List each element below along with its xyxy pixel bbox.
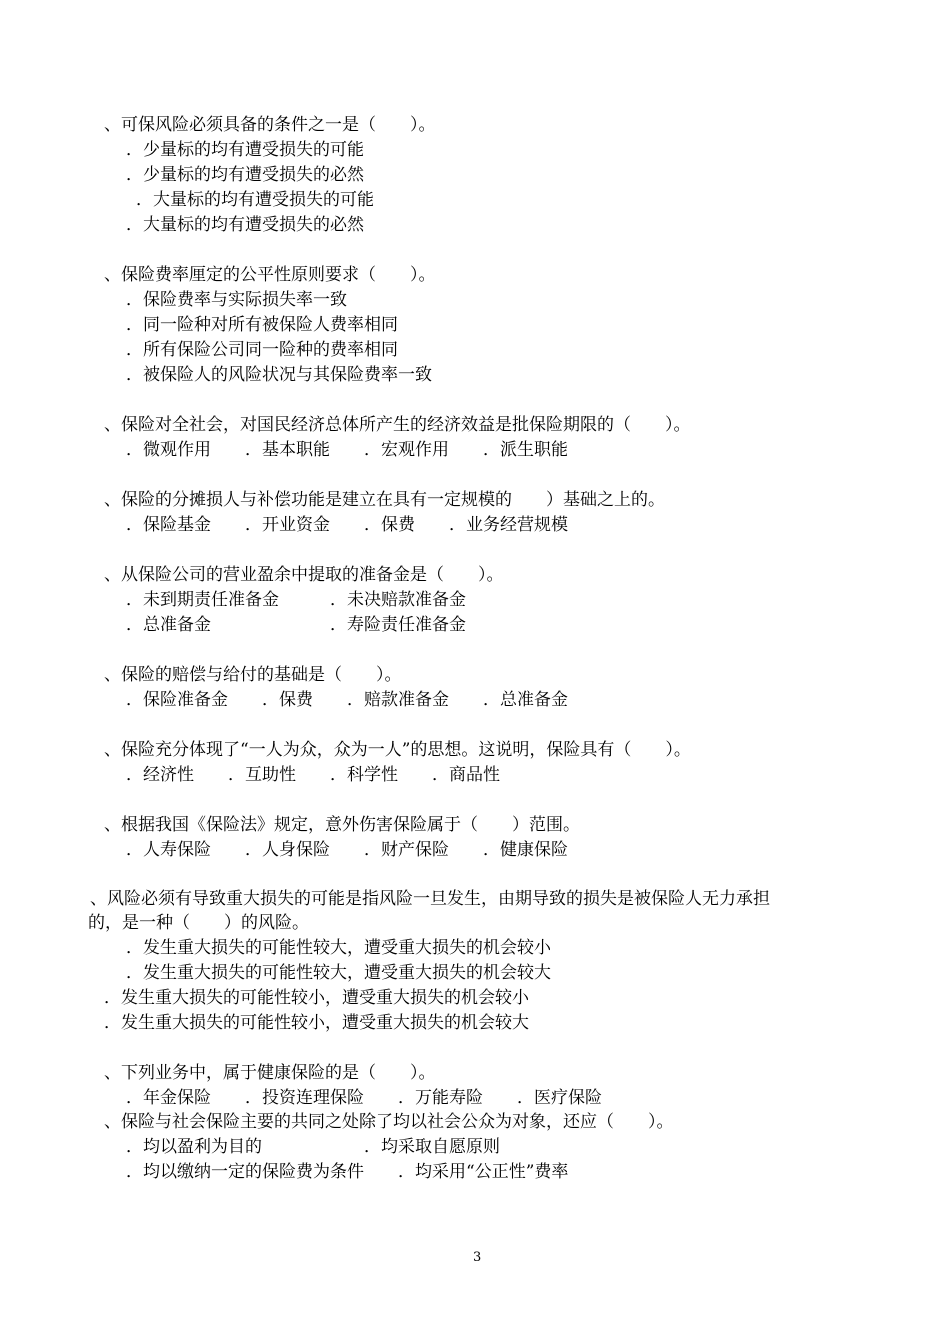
question-option: ．均以缴纳一定的保险费为条件 ．均采用“公正性”费率	[126, 1162, 569, 1182]
question-option: ．总准备金 ．寿险责任准备金	[126, 615, 466, 635]
question-option: ．所有保险公司同一险种的费率相同	[126, 340, 398, 360]
question-option: ．大量标的均有遭受损失的可能	[136, 190, 374, 210]
question-option: ．保险基金 ．开业资金 ．保费 ．业务经营规模	[126, 515, 568, 535]
question-option: ．保险费率与实际损失率一致	[126, 290, 347, 310]
question-option: ．同一险种对所有被保险人费率相同	[126, 315, 398, 335]
question-stem-continuation: 的，是一种（ ）的风险。	[88, 913, 309, 933]
question-stem: 、保险对全社会，对国民经济总体所产生的经济效益是批保险期限的（ ）。	[104, 415, 691, 435]
question-option: ．被保险人的风险状况与其保险费率一致	[126, 365, 432, 385]
question-stem: 、可保风险必须具备的条件之一是（ ）。	[104, 115, 436, 135]
question-option: ．大量标的均有遭受损失的必然	[126, 215, 364, 235]
question-stem: 、保险充分体现了“一人为众，众为一人”的思想。这说明，保险具有（ ）。	[104, 740, 691, 760]
question-stem: 、保险费率厘定的公平性原则要求（ ）。	[104, 265, 436, 285]
question-option: ．少量标的均有遭受损失的必然	[126, 165, 364, 185]
question-option: ．发生重大损失的可能性较小，遭受重大损失的机会较大	[104, 1013, 529, 1033]
question-option: ．发生重大损失的可能性较大，遭受重大损失的机会较大	[126, 963, 551, 983]
page-number: 3	[473, 1250, 482, 1265]
question-option: ．均以盈利为目的 ．均采取自愿原则	[126, 1137, 500, 1157]
question-option: ．少量标的均有遭受损失的可能	[126, 140, 364, 160]
question-option: ．人寿保险 ．人身保险 ．财产保险 ．健康保险	[126, 840, 568, 860]
question-option: ．年金保险 ．投资连理保险 ．万能寿险 ．医疗保险	[126, 1088, 602, 1108]
question-option: ．微观作用 ．基本职能 ．宏观作用 ．派生职能	[126, 440, 568, 460]
question-stem: 、根据我国《保险法》规定，意外伤害保险属于（ ）范围。	[104, 815, 580, 835]
question-option: ．保险准备金 ．保费 ．赔款准备金 ．总准备金	[126, 690, 568, 710]
question-option: ．发生重大损失的可能性较小，遭受重大损失的机会较小	[104, 988, 529, 1008]
question-option: ．发生重大损失的可能性较大，遭受重大损失的机会较小	[126, 938, 551, 958]
question-stem: 、保险与社会保险主要的共同之处除了均以社会公众为对象，还应（ ）。	[104, 1112, 674, 1132]
question-stem: 、保险的赔偿与给付的基础是（ ）。	[104, 665, 402, 685]
question-option: ．未到期责任准备金 ．未决赔款准备金	[126, 590, 466, 610]
question-stem: 、风险必须有导致重大损失的可能是指风险一旦发生，由期导致的损失是被保险人无力承担	[90, 889, 770, 909]
question-stem: 、保险的分摊损人与补偿功能是建立在具有一定规模的 ）基础之上的。	[104, 490, 665, 510]
question-stem: 、下列业务中，属于健康保险的是（ ）。	[104, 1063, 436, 1083]
question-option: ．经济性 ．互助性 ．科学性 ．商品性	[126, 765, 500, 785]
question-stem: 、从保险公司的营业盈余中提取的准备金是（ ）。	[104, 565, 504, 585]
